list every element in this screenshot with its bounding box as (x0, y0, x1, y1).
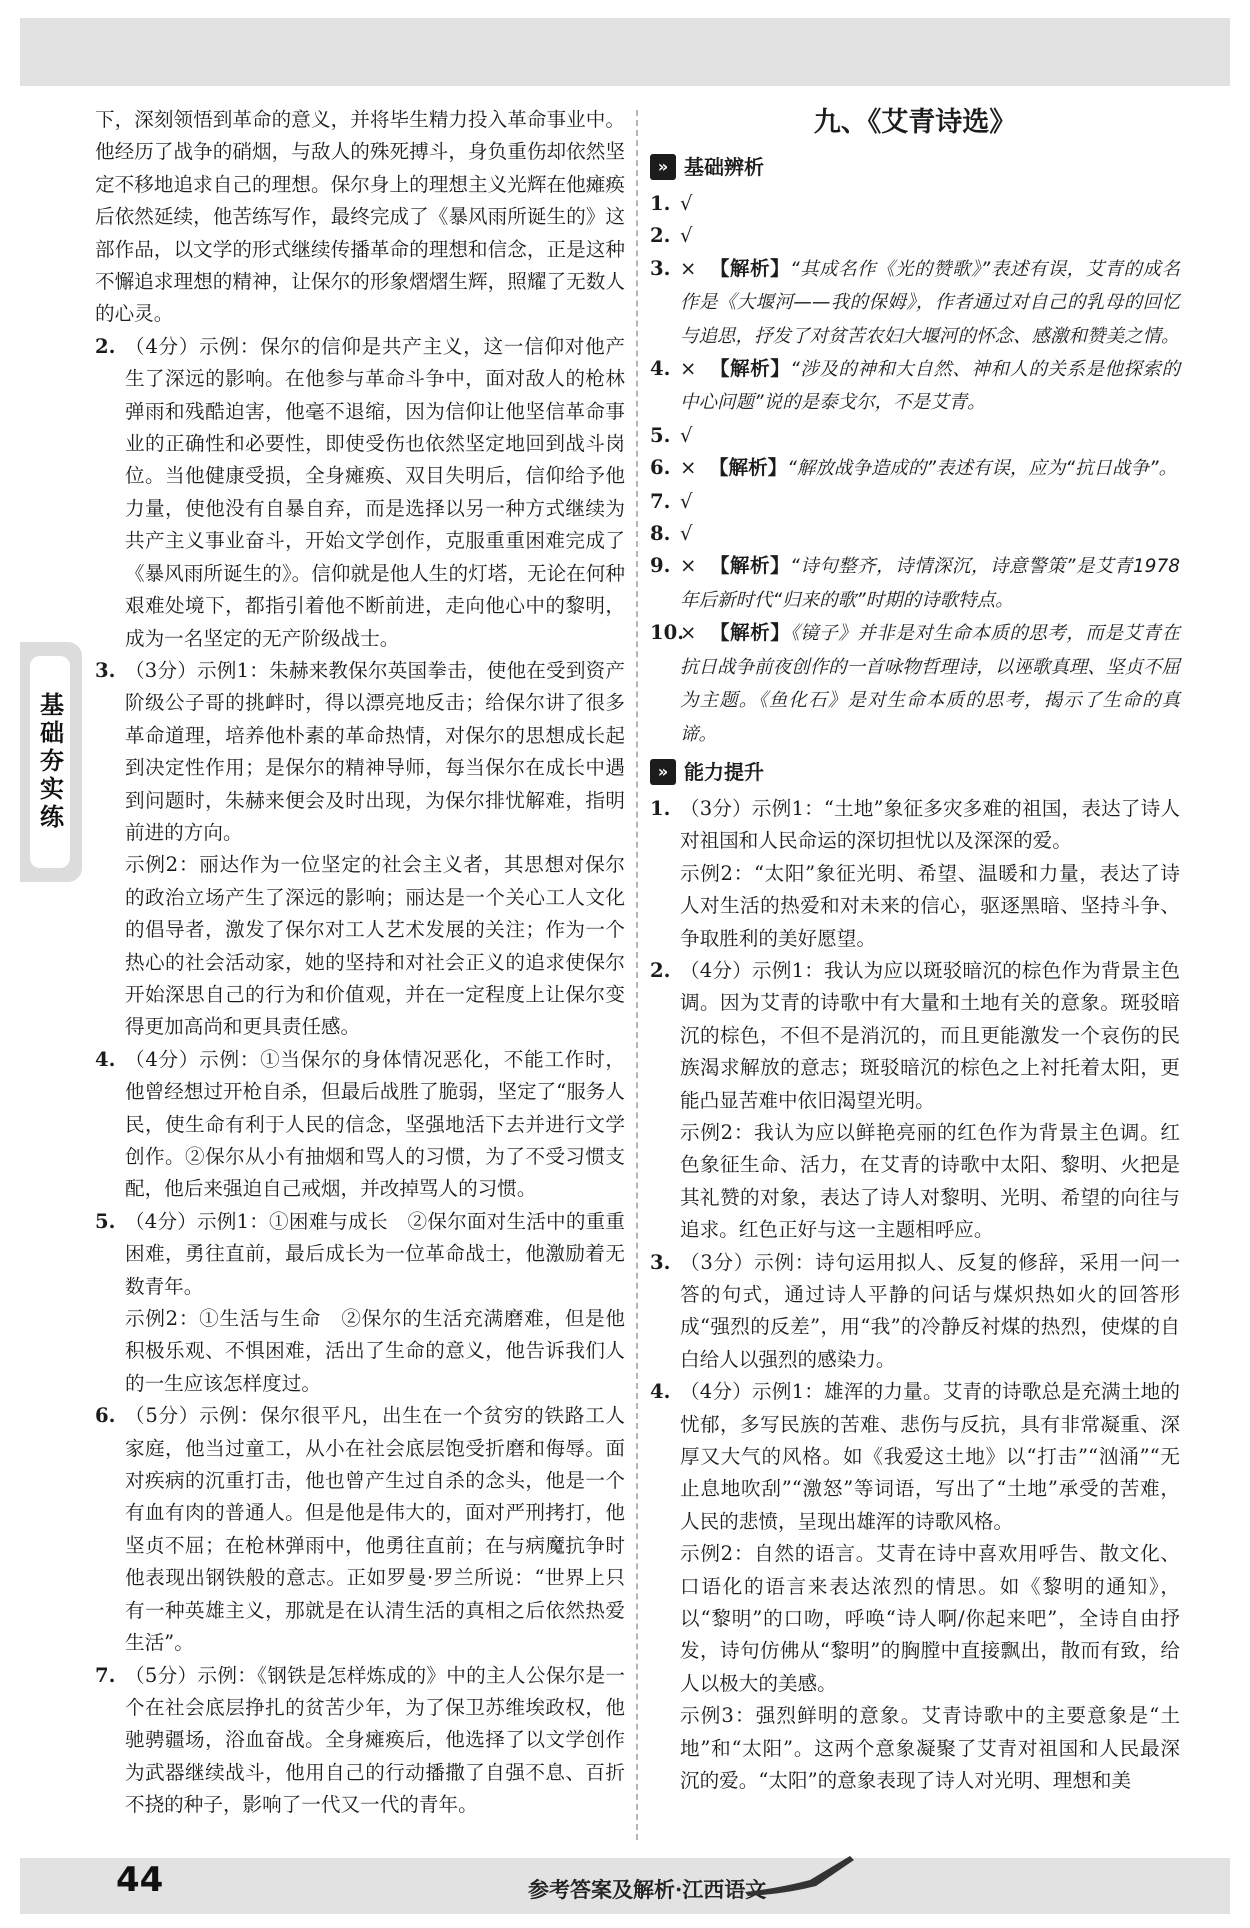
item-text: （4分）示例1：我认为应以斑驳暗沉的棕色作为背景主色调。因为艾青的诗歌中有大量和土地有关的意象。斑驳暗沉的棕色，不但不是消沉的，而且更能激发一个哀伤的民族渴求解放的意志；斑驳暗沉的棕色之上衬托着太阳，更能凸显苦难中依旧渴望光明。 (680, 958, 1180, 1112)
item-extra: 示例3：强烈鲜明的意象。艾青诗歌中的主要意象是“土地”和“太阳”。这两个意象凝聚了艾青对祖国和人民最深沉的爱。“太阳”的意象表现了诗人对光明、理想和美 (680, 1704, 1180, 1793)
ability-item (650, 793, 1180, 858)
basic-item (650, 420, 1180, 452)
section-title: 九、《艾青诗选》 (813, 107, 1017, 138)
intro-paragraph: 下，深刻领悟到革命的意义，并将毕生精力投入革命事业中。他经历了战争的硝烟，与敌人的殊死搏斗，身负重伤却依然坚定不移地追求自己的理想。保尔身上的理想主义光辉在他瘫痪后依然延续，他苦练写作，最终完成了《暴风雨所诞生的》这部作品，以文学的形式继续传播革命的理想和信念，正是这种不懈追求理想的精神，让保尔的形象熠熠生辉，照耀了无数人的心灵。 (95, 108, 625, 326)
analysis-text: 《镜子》并非是对生命本质的思考，而是艾青在抗日战争前夜创作的一首咏物哲理诗，以诬歌真理、坚贞不屈为主题。《鱼化石》是对生命本质的思考，揭示了生命的真谛。 (680, 623, 1180, 745)
cross-mark: × (680, 621, 697, 645)
basic-item (650, 617, 1180, 751)
check-mark: √ (680, 489, 693, 513)
analysis-tag: 【解析】 (709, 357, 791, 381)
item-number: 9. (650, 554, 671, 578)
footer-title: 参考答案及解析·江西语文 (528, 1877, 767, 1902)
item-text: （5分）示例：《钢铁是怎样炼成的》中的主人公保尔是一个在社会底层挣扎的贫苦少年，为了保卫苏维埃政权，他驰骋疆场，浴血奋战。全身瘫痪后，他选择了以文学创作为武器继续战斗，他用自己的行动播撒了自强不息、百折不挠的种子，影响了一代又一代的青年。 (125, 1663, 625, 1817)
item-number: 3. (650, 1250, 671, 1274)
item-number: 2. (650, 958, 671, 982)
header-band (20, 18, 1230, 86)
item-number: 5. (650, 423, 671, 447)
item-text: （4分）示例1：①困难与成长 ②保尔面对生活中的重重困难，勇往直前，最后成长为一位革命战士，他激励着无数青年。 (125, 1209, 625, 1298)
item-number: 10. (650, 621, 685, 645)
ability-heading-label: 能力提升 (684, 759, 764, 784)
check-mark: √ (680, 423, 693, 447)
item-number: 6. (95, 1404, 116, 1428)
basic-item (650, 518, 1180, 550)
analysis-tag: 【解析】 (709, 554, 791, 578)
check-mark: √ (680, 224, 693, 248)
item-number: 2. (650, 224, 671, 248)
item-number: 2. (95, 334, 116, 358)
cross-mark: × (680, 554, 697, 578)
item-number: 4. (650, 1380, 671, 1404)
analysis-tag: 【解析】 (708, 456, 788, 480)
answer-item (95, 655, 625, 849)
answer-item (95, 1400, 625, 1659)
item-number: 7. (95, 1663, 116, 1687)
cross-mark: × (680, 456, 697, 480)
ability-item (650, 1376, 1180, 1538)
item-extra: 示例2：丽达作为一位坚定的社会主义者，其思想对保尔的政治立场产生了深远的影响；丽达是一个关心工人文化的倡导者，激发了保尔对工人艺术发展的关注；作为一个热心的社会活动家，她的坚持和对社会正义的追求使保尔开始深思自己的行为和价值观，并在一定程度上让保尔变得更加高尚和更具责任感。 (125, 853, 625, 1039)
item-extra: 示例2：“太阳”象征光明、希望、温暖和力量，表达了诗人对生活的热爱和对未来的信心，驱逐黑暗、坚持斗争、争取胜利的美好愿望。 (680, 861, 1180, 950)
item-extra: 示例2：①生活与生命 ②保尔的生活充满磨难，但是他积极乐观、不惧困难，活出了生命的意义，他告诉我们人的一生应该怎样度过。 (125, 1307, 625, 1395)
item-extra: 示例2：自然的语言。艾青在诗中喜欢用呼告、散文化、口语化的语言来表达浓烈的情思。如《黎明的通知》，以“黎明”的口吻，呼唤“诗人啊/你起来吧”，全诗自由抒发，诗句仿佛从“黎明”的胸膛中直接飘出，散而有致，给人以极大的美感。 (680, 1542, 1180, 1695)
ability-item (650, 1247, 1180, 1377)
item-number: 4. (650, 357, 671, 381)
pen-icon (740, 1850, 860, 1900)
item-number: 6. (650, 456, 671, 480)
cross-mark: × (680, 256, 697, 280)
item-text: （4分）示例1：雄浑的力量。艾青的诗歌总是充满土地的忧郁，多写民族的苦难、悲伤与反抗，具有非常凝重、深厚又大气的风格。如《我爱这土地》以“打击”“汹涌”“无止息地吹刮”“激怒”等词语，写出了“土地”承受的苦难，人民的悲愤，呈现出雄浑的诗歌风格。 (680, 1380, 1180, 1533)
item-text: （3分）示例1：“土地”象征多灾多难的祖国，表达了诗人对祖国和人民命运的深切担忧以及深深的爱。 (680, 796, 1180, 853)
page-number: 44 (116, 1860, 164, 1900)
item-text: （4分）示例：①当保尔的身体情况恶化，不能工作时，他曾经想过开枪自杀，但最后战胜了脆弱，坚定了“服务人民，使生命有利于人民的信念，坚强地活下去并进行文学创作。②保尔从小有抽烟和骂人的习惯，为了不受习惯支配，他后来强迫自己戒烟，并改掉骂人的习惯。 (125, 1047, 625, 1201)
analysis-text: “涉及的神和大自然、神和人的关系是他探索的中心问题”说的是泰戈尔，不是艾青。 (680, 359, 1180, 414)
basic-item (650, 353, 1180, 420)
basic-item (650, 253, 1180, 353)
left-column (95, 104, 625, 1822)
double-chevron-icon: » (650, 154, 676, 180)
basic-item (650, 188, 1180, 220)
right-column (650, 146, 1180, 1798)
answer-item (95, 331, 625, 655)
answer-item (95, 1206, 625, 1303)
basic-heading (650, 148, 1180, 186)
column-divider (636, 110, 638, 1840)
item-number: 1. (650, 192, 671, 215)
item-text: （4分）示例：保尔的信仰是共产主义，这一信仰对他产生了深远的影响。在他参与革命斗争中，面对敌人的枪林弹雨和残酷迫害，他毫不退缩，因为信仰让他坚信革命事业的正确性和必要性，即使受伤也依然坚定地回到战斗岗位。当他健康受损，全身瘫痪、双目失明后，信仰给予他力量，使他没有自暴自弃，而是选择以另一种方式继续为共产主义事业奋斗，开始文学创作，克服重重困难完成了《暴风雨所诞生的》。信仰就是他人生的灯塔，无论在何种艰难处境下，都指引着他不断前进，走向他心中的黎明，成为一名坚定的无产阶级战士。 (125, 334, 625, 650)
item-number: 3. (95, 658, 116, 682)
basic-heading-label: 基础辨析 (684, 154, 764, 179)
ability-heading (650, 753, 1180, 791)
ability-item (650, 955, 1180, 1117)
item-number: 5. (95, 1209, 116, 1233)
item-number: 1. (650, 796, 671, 820)
analysis-tag: 【解析】 (709, 256, 791, 280)
analysis-tag: 【解析】 (709, 621, 791, 645)
cross-mark: × (680, 357, 697, 381)
double-chevron-icon: » (650, 759, 676, 785)
answer-item (95, 1044, 625, 1206)
analysis-text: “其成名作《光的赞歌》”表述有误，艾青的成名作是《大堰河——我的保姆》，作者通过对自己的乳母的回忆与追思，抒发了对贫苦农妇大堰河的怀念、感激和赞美之情。 (680, 258, 1180, 347)
item-number: 7. (650, 489, 671, 513)
item-number: 4. (95, 1047, 116, 1071)
basic-item (650, 550, 1180, 617)
side-tab-label: 基础夯实练 (30, 656, 70, 868)
item-text: （5分）示例：保尔很平凡，出生在一个贫穷的铁路工人家庭，他当过童工，从小在社会底层饱受折磨和侮辱。面对疾病的沉重打击，他也曾产生过自杀的念头，他是一个有血有肉的普通人。但是他是伟大的，面对严刑拷打，他坚贞不屈；在枪林弹雨中，他勇往直前；在与病魔抗争时他表现出钢铁般的意志。正如罗曼·罗兰所说：“世界上只有一种英雄主义，那就是在认清生活的真相之后依然热爱生活”。 (125, 1404, 625, 1655)
basic-item (650, 220, 1180, 252)
item-extra: 示例2：我认为应以鲜艳亮丽的红色作为背景主色调。红色象征生命、活力，在艾青的诗歌中太阳、黎明、火把是其礼赞的对象，表达了诗人对黎明、光明、希望的向往与追求。红色正好与这一主题相呼应。 (680, 1120, 1180, 1242)
check-mark: √ (680, 192, 693, 215)
basic-item (650, 452, 1180, 485)
item-number: 8. (650, 522, 671, 546)
item-text: （3分）示例1：朱赫来教保尔英国拳击，使他在受到资产阶级公子哥的挑衅时，得以漂亮地反击；给保尔讲了很多革命道理，培养他朴素的革命热情，对保尔的思想成长起到决定性作用；是保尔的精神导师，每当保尔在成长中遇到问题时，朱赫来便会及时出现，为保尔排忧解难，指明前进的方向。 (125, 658, 625, 844)
check-mark: √ (680, 522, 693, 546)
item-number: 3. (650, 256, 671, 280)
item-text: （3分）示例：诗句运用拟人、反复的修辞，采用一问一答的句式，通过诗人平静的问话与煤炽热如火的回答形成“强烈的反差”，用“我”的冷静反衬煤的热烈，使煤的自白给人以强烈的感染力。 (680, 1250, 1180, 1371)
analysis-text: “解放战争造成的”表述有误，应为“抗日战争”。 (787, 458, 1178, 480)
answer-item (95, 1660, 625, 1822)
analysis-text: “诗句整齐，诗情深沉，诗意警策”是艾青1978年后新时代“归来的歌”时期的诗歌特点。 (680, 556, 1180, 611)
basic-item (650, 486, 1180, 518)
